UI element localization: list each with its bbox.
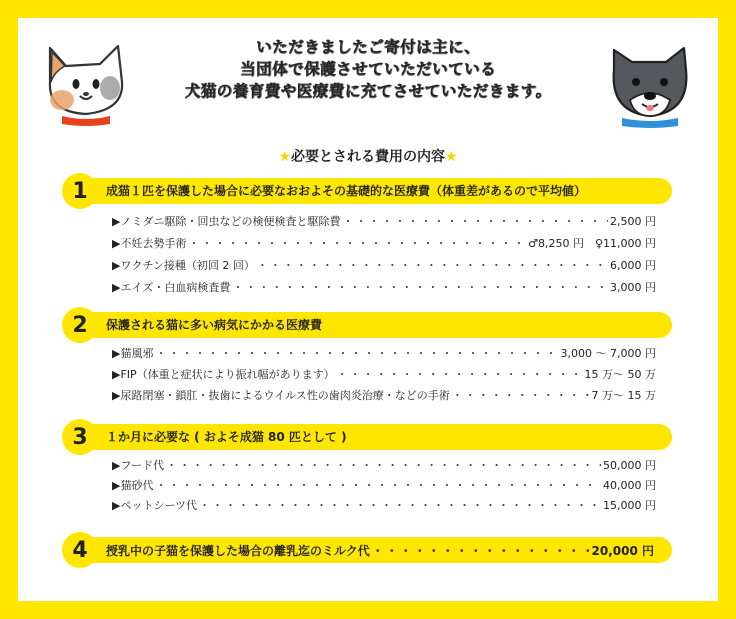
- cost-amount: 7 万〜 15 万: [591, 389, 656, 402]
- cost-label: ▶尿路閉塞・鎖肛・抜歯によるウイルス性の歯肉炎治療・などの手術: [112, 389, 450, 402]
- cat-illustration: [40, 38, 132, 126]
- section-title: 授乳中の子猫を保護した場合の離乳迄のミルク代: [106, 543, 370, 558]
- section-title: １か月に必要な ( およそ成猫 80 匹として ): [106, 430, 347, 444]
- star-icon: ★: [278, 149, 291, 165]
- section-number: 3: [62, 419, 98, 455]
- cost-row: [112, 476, 656, 494]
- section-bar: [76, 424, 672, 450]
- headline-line-3: 犬猫の養育費や医療費に充てさせていただきます。: [184, 82, 552, 100]
- cost-row: [112, 234, 656, 252]
- subtitle-text: 必要とされる費用の内容: [291, 149, 445, 165]
- cost-label: ▶フード代: [112, 459, 165, 472]
- cost-row: [112, 386, 656, 404]
- section-number: 2: [62, 307, 98, 343]
- cost-amount: 3,000 円: [610, 281, 656, 294]
- headline-line-1: いただきましたご寄付は主に、: [255, 38, 480, 56]
- headline: [150, 36, 586, 102]
- section-bar: [76, 312, 672, 338]
- leader-dots: [337, 366, 583, 382]
- cost-label: ▶ワクチン接種（初回 2 回）: [112, 259, 255, 272]
- cost-row: [112, 256, 656, 274]
- section-number: 4: [62, 532, 98, 568]
- leader-dots: [232, 279, 608, 295]
- cost-amount: 2,500 円: [610, 215, 656, 228]
- leader-dots: [155, 345, 558, 361]
- cost-row: [112, 496, 656, 514]
- cost-row: [112, 278, 656, 296]
- cost-label: ▶ノミダニ駆除・回虫などの検便検査と駆除費: [112, 215, 341, 228]
- cost-label: ▶エイズ・白血病検査費: [112, 281, 231, 294]
- cost-label: ▶不妊去勢手術: [112, 237, 187, 250]
- section-bar: [76, 537, 672, 563]
- cost-row: [112, 365, 656, 383]
- leader-dots: [342, 213, 608, 229]
- section-title: 保護される猫に多い病気にかかる医療費: [106, 318, 323, 332]
- cost-amount: 15,000 円: [603, 499, 656, 512]
- cost-amount: 20,000 円: [591, 543, 654, 558]
- headline-line-2: 当団体で保護させていただいている: [239, 60, 496, 78]
- leader-dots: [188, 235, 526, 251]
- leader-dots: [452, 387, 590, 403]
- section-title: 成猫１匹を保護した場合に必要なおおよその基礎的な医療費（体重差があるので平均値）: [106, 184, 587, 198]
- cost-row: [112, 212, 656, 230]
- cost-amount: 15 万〜 50 万: [584, 368, 656, 381]
- cost-amount: 6,000 円: [610, 259, 656, 272]
- leader-dots: [372, 542, 590, 559]
- star-icon: ★: [445, 149, 458, 165]
- cost-label: ▶猫砂代: [112, 479, 154, 492]
- cost-label: ▶猫風邪: [112, 347, 154, 360]
- section-bar: [76, 178, 672, 204]
- section-number: 1: [62, 173, 98, 209]
- cost-amount: 40,000 円: [603, 479, 656, 492]
- cost-label: ▶FIP（体重と症状により振れ幅があります）: [112, 368, 335, 381]
- leader-dots: [166, 457, 601, 473]
- dog-illustration: [600, 40, 700, 130]
- cost-row: [106, 541, 654, 559]
- cost-amount: 3,000 〜 7,000 円: [560, 347, 656, 360]
- leader-dots: [199, 497, 601, 513]
- leader-dots: [257, 257, 608, 273]
- cost-label: ▶ペットシーツ代: [112, 499, 198, 512]
- cost-amount: ♂8,250 円 ♀11,000 円: [528, 237, 656, 250]
- leader-dots: [155, 477, 601, 493]
- cost-amount: 50,000 円: [603, 459, 656, 472]
- subtitle: [0, 146, 736, 166]
- cost-row: [112, 456, 656, 474]
- cost-row: [112, 344, 656, 362]
